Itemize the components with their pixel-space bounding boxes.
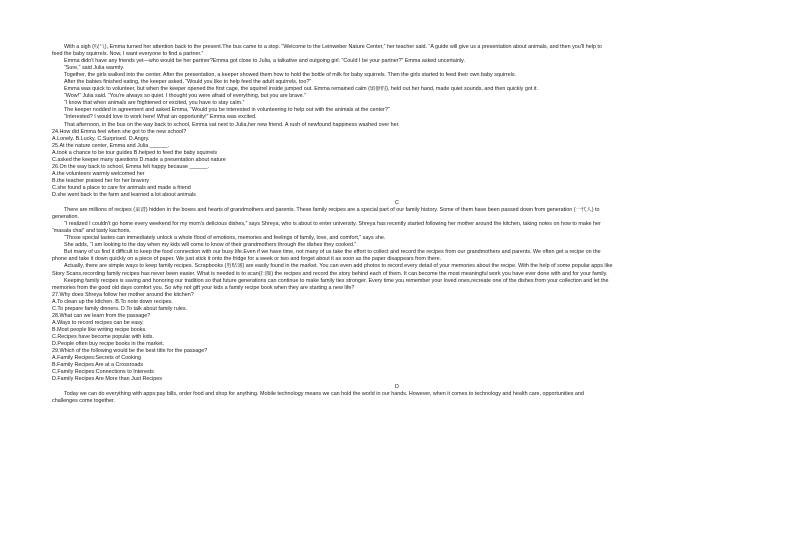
text-line: Keeping family recipes is saving and honoring our tradition so that future generations can continue to make family ties stronger. Every time you remember your loved ones,recreate one of the dishes from your collection and let the xyxy=(64,277,609,284)
text-line: A.Family Recipes:Secrets of Cooking xyxy=(52,355,141,362)
text-line: There are millions of recipes (菜谱) hidden in the boxes and hearts of grandmothers and parents. These family recipes are a special part of our family history. Some of them have been passed down from generation (一代人) to xyxy=(64,207,600,214)
text-line: challenges come together. xyxy=(52,398,115,405)
text-line: A.To clean up the kitchen. B.To note down recipes. xyxy=(52,298,173,305)
text-line: Today we can do everything with apps:pay bills, order food and shop for anything. Mobile technology means we can hold the world in our hands. However, when it comes to technology and health care, opportunities and xyxy=(64,391,584,398)
text-line: C.Recipes have become popular with kids. xyxy=(52,333,154,340)
text-line: After the babies finished eating, the keeper asked, “Would you like to help feed the adult squirrels, too?” xyxy=(64,79,312,86)
text-line: 29.Which of the following would be the best title for the passage? xyxy=(52,348,208,355)
text-line: “Wow!” Julia said. “You're always so quiet. I thought you were afraid of everything, but you are brave.” xyxy=(64,93,306,100)
text-line: 27.Why does Shreya follow her mother around the kitchen? xyxy=(52,291,194,298)
text-line: phone and take it down quickly on a piece of paper. We just stick it onto the fridge for a week or two and forget about it as soon as the paper disappears from there. xyxy=(52,256,442,263)
text-line: 28.What can we learn from the passage? xyxy=(52,312,151,319)
text-line: C.To prepare family dinners. D.To talk about family rules. xyxy=(52,305,188,312)
text-line: 26.On the way back to school, Emma felt happy because ______. xyxy=(52,163,210,170)
text-line: generation. xyxy=(52,214,79,221)
text-line: A.took a chance to be tour guides B.helped to feed the baby squirrels xyxy=(52,149,218,156)
passage-b xyxy=(52,44,742,199)
text-line: 25.At the nature center, Emma and Julia ______. xyxy=(52,142,170,149)
text-line: “I realized I couldn't go home every weekend for my mom's delicious dishes,” says Shreya, who is about to enter university. Shreya has recently started following her mother around the kitchen, taking notes on how to make her xyxy=(64,221,601,228)
passage-c-heading: C xyxy=(395,200,399,207)
text-line: B.Most people like writing recipe books. xyxy=(52,326,147,333)
text-line: “Interested? I would love to work here! What an opportunity!” Emma was excited. xyxy=(64,114,257,121)
text-line: “I know that when animals are frightened or excited, you have to stay calm.” xyxy=(64,100,245,107)
text-line: Story Scans,recording family recipes has never been easier. What is needed is to scan(扫描) the recipes and record the story behind each of them. It can become the most meaningful work you have ever done with and for your family. xyxy=(52,270,608,277)
text-line: That afternoon, in the bus on the way back to school, Emma sat next to Julia,her new friend. A rush of newfound happiness washed over her. xyxy=(64,121,400,128)
text-line: memories from the good old days comfort you. So why not gift your kids a family recipe book when they are starting a new life? xyxy=(52,284,355,291)
text-line: D.she went back to the farm and learned a lot about animals xyxy=(52,191,196,198)
text-line: Actually, there are simple ways to keep family recipes. Scrapbooks (剪贴簿) are easily found in the market. You can even add photos to record every detail of your memories about the recipe. With the help of some popular apps like xyxy=(64,263,613,270)
document-page xyxy=(52,44,742,405)
text-line: Together, the girls walked into the center. After the presentation, a keeper showed them how to hold the bottle of milk for baby squirrels. Then the girls started to feed their own baby squirrels. xyxy=(64,72,517,79)
text-line: She adds, “I am looking to the day when my kids will come to know of their grandmothers through the dishes they cooked.” xyxy=(64,242,357,249)
passage-d xyxy=(52,391,742,405)
text-line: C.Family Recipes:Connections to Interests xyxy=(52,369,154,376)
text-line: feed the baby squirrels. Now, I want everyone to find a partner.” xyxy=(52,51,204,58)
text-line: Emma didn't have any friends yet—who would be her partner?Emma got close to Julia, a talkative and outgoing girl. “Could I be your partner?” Emma asked uncertainly. xyxy=(64,58,465,65)
text-line: C.she found a place to care for animals and made a friend xyxy=(52,184,191,191)
text-line: B.Family Recipes Are at a Crossroads xyxy=(52,362,144,369)
text-line: D.People often buy recipe books in the market. xyxy=(52,340,165,347)
text-line: “Sure,” said Julia warmly. xyxy=(64,65,125,72)
passage-d-heading: D xyxy=(395,384,399,391)
text-line: Emma was quick to volunteer, but when the keeper opened the first cage, the squirrel inside jumped out. Emma remained calm (镇静的), held out her hand, made quiet sounds, and then quickly got it. xyxy=(64,86,539,93)
text-line: 24.How did Emma feel when she got to the new school? xyxy=(52,128,187,135)
text-line: But many of us find it difficult to keep the food connection with our busy life.Even if we have time, not many of us take the effort to collect and record the recipes from our grandmothers and parents. We often get a recipe on the xyxy=(64,249,601,256)
text-line: A.Ways to record recipes can be easy. xyxy=(52,319,144,326)
text-line: “masala chai” and tasty kachoris. xyxy=(52,228,131,235)
text-line: A.Lonely. B.Lucky. C.Surprised. D.Angry. xyxy=(52,135,150,142)
text-line: A.the volunteers warmly welcomed her xyxy=(52,170,145,177)
text-line: “Those special tastes can immediately unlock a whole flood of emotions, memories and feelings of family, love, and comfort,” says she. xyxy=(64,235,386,242)
text-line: D.Family Recipes Are More than Just Recipes xyxy=(52,376,162,383)
text-line: The keeper nodded in agreement and asked Emma, “Would you be interested in volunteering to help out with the animals at the center?” xyxy=(64,107,390,114)
text-line: With a sigh (叹气), Emma turned her attention back to the present.The bus came to a stop. “Welcome to the Leinweber Nature Center,” her teacher said. “A guide will give us a presentation about animals, and then you'll help to xyxy=(64,44,602,50)
text-line: B.the teacher praised her for her bravery xyxy=(52,177,150,184)
text-line: C.asked the keeper many questions D.made a presentation about nature xyxy=(52,156,226,163)
passage-c xyxy=(52,207,742,383)
